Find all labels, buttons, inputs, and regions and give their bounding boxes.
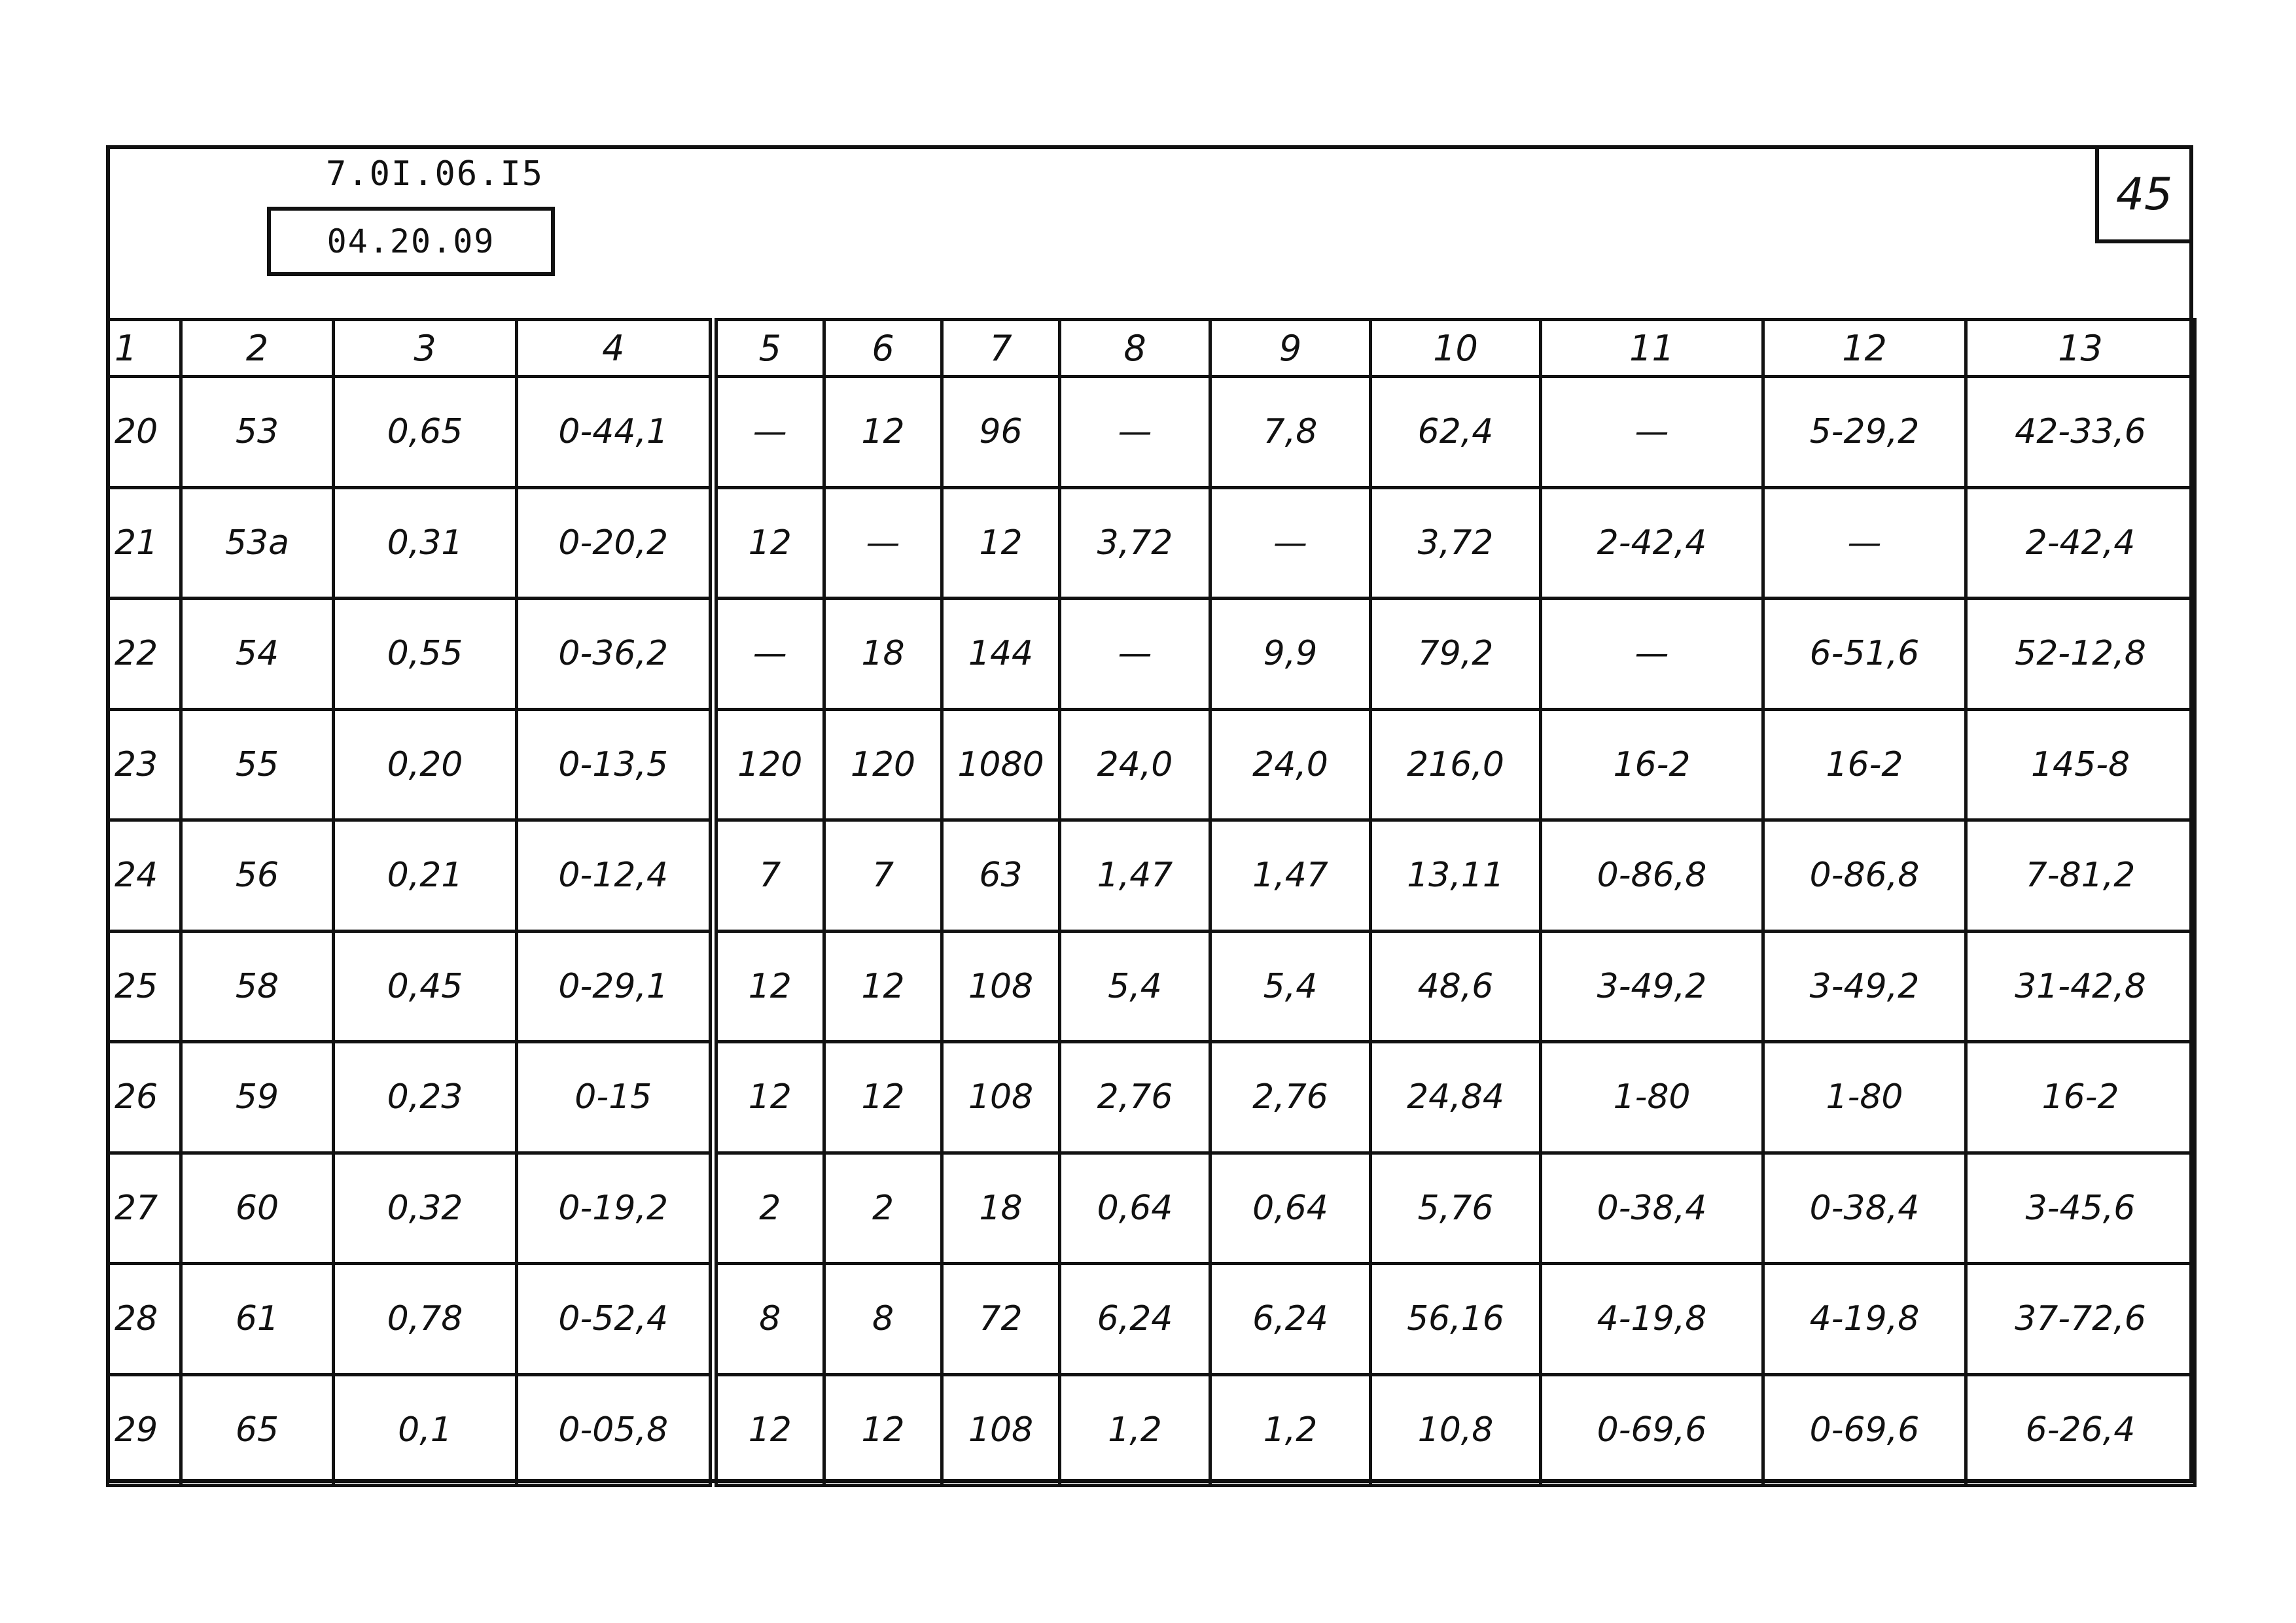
table-cell: 1080 — [942, 709, 1060, 820]
column-header: 11 — [1541, 320, 1763, 377]
table-cell: 1-80 — [1541, 1042, 1763, 1153]
table-row — [108, 1264, 2195, 1375]
table-cell: 16-2 — [1763, 709, 1966, 820]
table-cell: 0-44,1 — [517, 377, 713, 488]
table-cell: 24,0 — [1210, 709, 1371, 820]
table-cell: 56,16 — [1371, 1264, 1541, 1375]
table-cell: 58 — [181, 931, 334, 1042]
table-cell: 16-2 — [1966, 1042, 2195, 1153]
table-cell: 12 — [824, 931, 942, 1042]
table-cell: 12 — [713, 487, 824, 599]
table-cell: 7 — [824, 820, 942, 932]
table-cell: — — [1763, 487, 1966, 599]
table-cell: 12 — [713, 931, 824, 1042]
table-row — [108, 487, 2195, 599]
table-cell: 145-8 — [1966, 709, 2195, 820]
sub-code: 04.20.09 — [327, 222, 495, 260]
table-cell: 2,76 — [1060, 1042, 1210, 1153]
column-header: 12 — [1763, 320, 1966, 377]
table-cell: 21 — [108, 487, 181, 599]
table-cell: 0-38,4 — [1541, 1153, 1763, 1264]
table-cell: 0-20,2 — [517, 487, 713, 599]
column-header: 2 — [181, 320, 334, 377]
table-cell: 2-42,4 — [1541, 487, 1763, 599]
table-cell: 12 — [713, 1042, 824, 1153]
table-cell: 8 — [713, 1264, 824, 1375]
table-cell: 0-86,8 — [1541, 820, 1763, 932]
table-cell: 53 — [181, 377, 334, 488]
page-number: 45 — [2115, 168, 2173, 220]
table-row — [108, 599, 2195, 710]
table-cell: 0,64 — [1060, 1153, 1210, 1264]
table-cell: 61 — [181, 1264, 334, 1375]
table-cell: 31-42,8 — [1966, 931, 2195, 1042]
table-cell: 5-29,2 — [1763, 377, 1966, 488]
header-row — [108, 320, 2195, 377]
table-cell: 24,84 — [1371, 1042, 1541, 1153]
table-cell: 12 — [942, 487, 1060, 599]
table-row — [108, 820, 2195, 932]
table-cell: 8 — [824, 1264, 942, 1375]
table-cell: 0,1 — [334, 1374, 517, 1486]
table-cell: 108 — [942, 931, 1060, 1042]
data-table — [106, 318, 2197, 1487]
table-cell: 22 — [108, 599, 181, 710]
table-cell: 0-15 — [517, 1042, 713, 1153]
table-cell: — — [713, 599, 824, 710]
table-cell: 0-12,4 — [517, 820, 713, 932]
table-cell: 18 — [942, 1153, 1060, 1264]
table-cell: 2,76 — [1210, 1042, 1371, 1153]
table-cell: 1,2 — [1210, 1374, 1371, 1486]
table-cell: 6,24 — [1060, 1264, 1210, 1375]
table-row — [108, 709, 2195, 820]
table-cell: 23 — [108, 709, 181, 820]
table-cell: 7-81,2 — [1966, 820, 2195, 932]
table-cell: 29 — [108, 1374, 181, 1486]
table-cell: 55 — [181, 709, 334, 820]
table-cell: 5,76 — [1371, 1153, 1541, 1264]
table-cell: 79,2 — [1371, 599, 1541, 710]
table-cell: 24 — [108, 820, 181, 932]
table-cell: 120 — [713, 709, 824, 820]
table-cell: 2 — [713, 1153, 824, 1264]
table-row — [108, 1153, 2195, 1264]
table-cell: 216,0 — [1371, 709, 1541, 820]
table-cell: 1-80 — [1763, 1042, 1966, 1153]
table-cell: 108 — [942, 1042, 1060, 1153]
document-sheet — [106, 145, 2193, 1483]
column-header: 8 — [1060, 320, 1210, 377]
page-number-box — [2095, 145, 2193, 243]
table-cell: 144 — [942, 599, 1060, 710]
table-cell: 6-51,6 — [1763, 599, 1966, 710]
table-cell: 2 — [824, 1153, 942, 1264]
table-cell: 16-2 — [1541, 709, 1763, 820]
table-cell: 0-69,6 — [1541, 1374, 1763, 1486]
column-header: 6 — [824, 320, 942, 377]
table-cell: 1,47 — [1060, 820, 1210, 932]
table-cell: 108 — [942, 1374, 1060, 1486]
table-cell: 53а — [181, 487, 334, 599]
table-cell: 6,24 — [1210, 1264, 1371, 1375]
table-cell: 25 — [108, 931, 181, 1042]
table-cell: 0-19,2 — [517, 1153, 713, 1264]
table-cell: 1,2 — [1060, 1374, 1210, 1486]
table-cell: 0,20 — [334, 709, 517, 820]
column-header: 7 — [942, 320, 1060, 377]
document-code: 7.0I.06.I5 — [326, 154, 544, 194]
column-header: 4 — [517, 320, 713, 377]
table-cell: 60 — [181, 1153, 334, 1264]
table-cell: 72 — [942, 1264, 1060, 1375]
table-cell: 0-86,8 — [1763, 820, 1966, 932]
column-header: 9 — [1210, 320, 1371, 377]
table-cell: 12 — [713, 1374, 824, 1486]
table-cell: 0,23 — [334, 1042, 517, 1153]
table-cell: 63 — [942, 820, 1060, 932]
table-cell: 5,4 — [1060, 931, 1210, 1042]
table-cell: 12 — [824, 1374, 942, 1486]
table-cell: 65 — [181, 1374, 334, 1486]
table-cell: 3-45,6 — [1966, 1153, 2195, 1264]
column-header: 13 — [1966, 320, 2195, 377]
table-cell: 6-26,4 — [1966, 1374, 2195, 1486]
table-cell: 96 — [942, 377, 1060, 488]
table-row — [108, 1042, 2195, 1153]
table-cell: 5,4 — [1210, 931, 1371, 1042]
table-cell: — — [1541, 377, 1763, 488]
table-cell: — — [1541, 599, 1763, 710]
table-cell: — — [1210, 487, 1371, 599]
table-cell: 24,0 — [1060, 709, 1210, 820]
table-cell: — — [1060, 377, 1210, 488]
table-cell: 42-33,6 — [1966, 377, 2195, 488]
table-cell: 0-05,8 — [517, 1374, 713, 1486]
column-header: 3 — [334, 320, 517, 377]
table-cell: 3,72 — [1060, 487, 1210, 599]
column-header: 1 — [108, 320, 181, 377]
table-cell: 0-52,4 — [517, 1264, 713, 1375]
table-cell: 12 — [824, 377, 942, 488]
table-cell: 56 — [181, 820, 334, 932]
table-row — [108, 931, 2195, 1042]
table-cell: 13,11 — [1371, 820, 1541, 932]
table-cell: 52-12,8 — [1966, 599, 2195, 710]
table-cell: 0,32 — [334, 1153, 517, 1264]
table-cell: 27 — [108, 1153, 181, 1264]
column-header: 5 — [713, 320, 824, 377]
table-cell: 3,72 — [1371, 487, 1541, 599]
table-row — [108, 1374, 2195, 1486]
table-cell: 7,8 — [1210, 377, 1371, 488]
table-cell: — — [824, 487, 942, 599]
table-cell: 28 — [108, 1264, 181, 1375]
table-cell: 54 — [181, 599, 334, 710]
table-cell: 59 — [181, 1042, 334, 1153]
table-row — [108, 377, 2195, 488]
table-cell: 0,31 — [334, 487, 517, 599]
column-header: 10 — [1371, 320, 1541, 377]
table-cell: 37-72,6 — [1966, 1264, 2195, 1375]
table-cell: 4-19,8 — [1541, 1264, 1763, 1375]
table-cell: 2-42,4 — [1966, 487, 2195, 599]
table-cell: 0-13,5 — [517, 709, 713, 820]
table-cell: 0-36,2 — [517, 599, 713, 710]
table-cell: 0,55 — [334, 599, 517, 710]
table-cell: 0,21 — [334, 820, 517, 932]
table-cell: 120 — [824, 709, 942, 820]
table-cell: 10,8 — [1371, 1374, 1541, 1486]
table-cell: 18 — [824, 599, 942, 710]
table-cell: — — [713, 377, 824, 488]
table-cell: 7 — [713, 820, 824, 932]
table-cell: 0,78 — [334, 1264, 517, 1375]
table-cell: 62,4 — [1371, 377, 1541, 488]
table-cell: 12 — [824, 1042, 942, 1153]
table-cell: 48,6 — [1371, 931, 1541, 1042]
table-cell: 3-49,2 — [1541, 931, 1763, 1042]
table-cell: 1,47 — [1210, 820, 1371, 932]
table-cell: 0,65 — [334, 377, 517, 488]
table-cell: 9,9 — [1210, 599, 1371, 710]
sub-code-box — [267, 207, 555, 276]
table-cell: 26 — [108, 1042, 181, 1153]
table-cell: 0-38,4 — [1763, 1153, 1966, 1264]
table-cell: 0,64 — [1210, 1153, 1371, 1264]
table-cell: 3-49,2 — [1763, 931, 1966, 1042]
table-cell: 4-19,8 — [1763, 1264, 1966, 1375]
table-cell: 20 — [108, 377, 181, 488]
table-cell: 0-29,1 — [517, 931, 713, 1042]
table-cell: 0,45 — [334, 931, 517, 1042]
table-cell: — — [1060, 599, 1210, 710]
table-cell: 0-69,6 — [1763, 1374, 1966, 1486]
